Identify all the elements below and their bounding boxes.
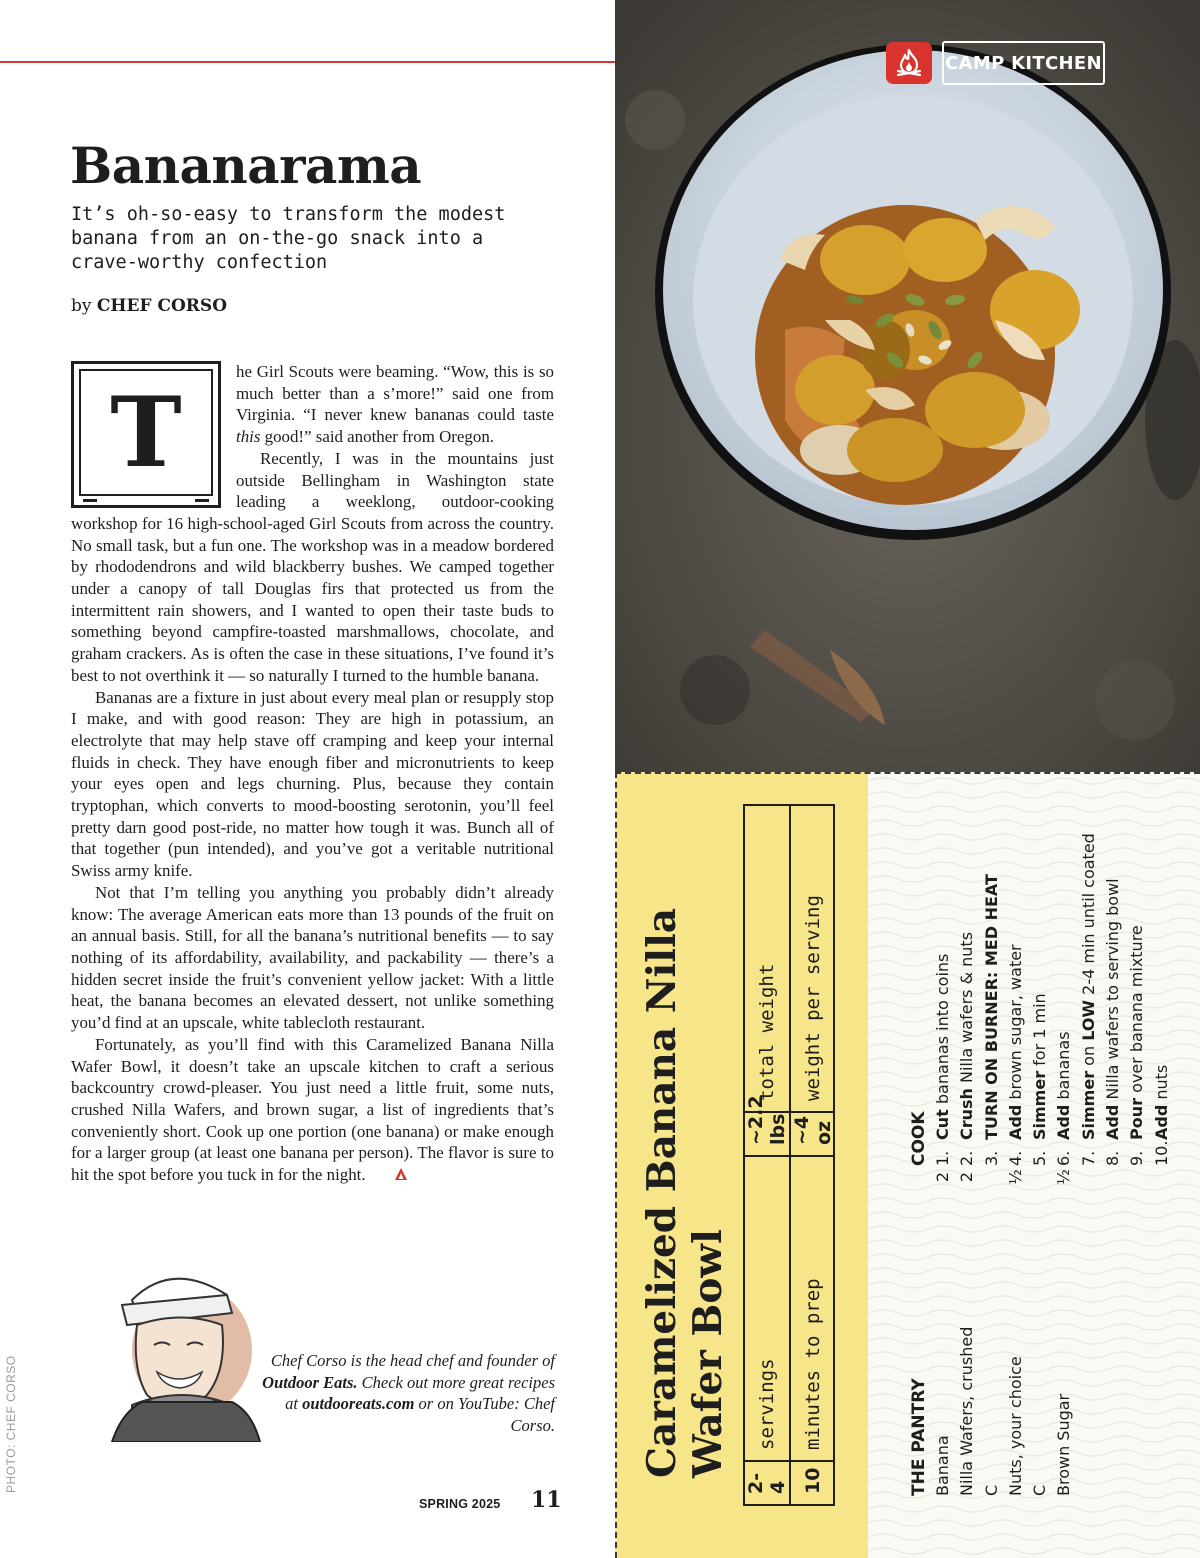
step-verb: Add xyxy=(1103,1104,1123,1140)
paragraph-3: Bananas are a fixture in just about every meal plan or resupply stop I make, and with good reason: They are high in potassium, an electrolyte that may help stave off cramping and keep your internal fluids in check. They have enough fiber and micronutrients to keep your eyes open and legs churning. Plus, because they contain tryptophan, which converts to mood-boosting serotonin, you’ll feel pretty darn good post-ride, no matter how tough it was. Bunch all of that together (pun intended), and you’ve got a veritable nutritional Swiss army knife. xyxy=(71,687,554,881)
bio-url[interactable]: outdooreats.com xyxy=(302,1394,415,1413)
step-number: 5. xyxy=(1030,1150,1050,1166)
step-number: 7. xyxy=(1078,1150,1098,1166)
pantry-item xyxy=(931,1166,955,1496)
bio-c: or on YouTube: Chef Corso. xyxy=(414,1394,555,1435)
step-text: bananas into coins xyxy=(933,953,952,1110)
step-verb: Add xyxy=(1005,1104,1025,1140)
pantry-item-name: C xyxy=(981,1484,1001,1496)
article-body xyxy=(71,361,554,1187)
step-number: 1. xyxy=(933,1150,952,1166)
pantry-item-name: Nilla Wafers, crushed xyxy=(957,1326,977,1496)
bio-brand: Outdoor Eats. xyxy=(262,1372,358,1392)
byline xyxy=(71,296,227,316)
pantry-item-name: Brown Sugar xyxy=(1054,1393,1074,1496)
stat-prep-label: minutes to prep xyxy=(791,1155,835,1460)
step-verb: Simmer xyxy=(1030,1070,1050,1140)
pantry-section xyxy=(907,1166,1077,1496)
step-verb: Crush xyxy=(957,1088,977,1140)
paragraph-1 xyxy=(71,361,554,489)
step-verb: Cut xyxy=(933,1109,952,1140)
step-number: 9. xyxy=(1127,1150,1147,1166)
cook-step xyxy=(1101,776,1125,1166)
byline-prefix: by xyxy=(71,296,92,316)
pantry-heading: THE PANTRY xyxy=(909,1378,929,1496)
author-portrait xyxy=(92,1260,262,1442)
cook-step xyxy=(1125,776,1149,1166)
recipe-card xyxy=(615,772,1200,1558)
pantry-item-name: Banana xyxy=(933,1435,952,1496)
page-number: 11 xyxy=(531,1487,562,1513)
end-mark-icon xyxy=(370,1165,408,1187)
recipe-stats xyxy=(743,804,835,1506)
step-number: 2. xyxy=(957,1150,977,1166)
stat-weight-label: total weight xyxy=(745,806,791,1111)
pantry-list xyxy=(931,1166,1077,1496)
cook-step xyxy=(1004,776,1028,1166)
drop-cap-base xyxy=(83,499,209,502)
step-text: Nilla wafers to serving bowl xyxy=(1103,878,1123,1105)
cook-step xyxy=(931,776,955,1166)
step-text: bananas xyxy=(1054,1031,1074,1105)
step-number: 4. xyxy=(1005,1150,1025,1166)
cook-step xyxy=(1077,776,1101,1166)
paragraph-1-a: he Girl Scouts were beaming. “Wow, this is so much better than a s’more!” said one from Virginia. “I never knew bananas could taste xyxy=(236,362,554,425)
stat-serving-weight-label: weight per serving xyxy=(802,895,824,1101)
pantry-item xyxy=(1052,1166,1076,1496)
pantry-item-qty: ½ xyxy=(1005,1169,1025,1185)
pantry-item-qty: 2 xyxy=(957,1171,977,1183)
paragraph-2: Recently, I was in the mountains just outside Bellingham in Washington state leading a weeklong, outdoor-cooking workshop for 16 high-school-aged Girl Scouts from across the country. No small task, but a fun one. The workshop was in a meadow bordered by rhododendrons and wild blackberry bushes. We camped together under a canopy of tall Douglas firs that protected us from the intermittent rain showers, and I wanted to open their taste buds to something beyond campfire-toasted marshmallows, chocolate, and graham crackers. As is often the case in these situations, I’ve found it’s best to not overthink it — so naturally I turned to the humble banana. xyxy=(71,448,554,685)
paragraph-1-em: this xyxy=(236,427,261,447)
bio-b: Check out more great recipes at xyxy=(285,1372,555,1413)
step-text: nuts xyxy=(1151,1064,1171,1105)
cook-step xyxy=(1150,776,1174,1166)
step-verb: Add xyxy=(1151,1104,1171,1140)
step-text: Nilla wafers & nuts xyxy=(957,931,977,1089)
paragraph-5-text: Fortunately, as you’ll find with this Caramelized Banana Nilla Wafer Bowl, it doesn’t take an upscale kitchen to craft a serious backcountry crowd-pleaser. You just need a little fruit, some nuts, crushed Nilla Wafers, and brown sugar, a list of ingredients that’s conveniently short. Cook up one portion (one banana) or make enough for a larger group (at least one banana per person). The flavor is sure to hit the spot before you tuck in for the night. xyxy=(71,1034,554,1185)
article-title: Bananarama xyxy=(70,136,422,195)
stat-prep-value: 10 xyxy=(791,1460,835,1504)
paragraph-1-b: good!” said another from Oregon. xyxy=(260,427,494,447)
stat-servings-value: 2-4 xyxy=(745,1460,791,1504)
recipe-title: Caramelized Banana Nilla Wafer Bowl xyxy=(639,907,731,1478)
step-number: 10. xyxy=(1151,1140,1171,1166)
cook-steps xyxy=(931,776,1174,1166)
step-verb: Add xyxy=(1054,1104,1074,1140)
cook-section xyxy=(907,776,1174,1166)
step-verb: Simmer xyxy=(1078,1070,1098,1140)
pantry-item xyxy=(980,1166,1004,1496)
pantry-item-qty: ½ xyxy=(1054,1169,1074,1185)
pantry-item xyxy=(1028,1166,1052,1496)
bio-a: Chef Corso is the head chef and founder of xyxy=(270,1351,555,1370)
cook-step xyxy=(1052,776,1076,1166)
paragraph-5 xyxy=(71,1034,554,1187)
cook-step xyxy=(1028,776,1052,1166)
stat-weight-value: ~2.2 lbs xyxy=(745,1111,791,1155)
drop-cap-letter: T xyxy=(79,369,213,496)
photo-credit: PHOTO: CHEF CORSO xyxy=(4,1355,18,1493)
pantry-item-name: Nuts, your choice xyxy=(1005,1356,1025,1496)
step-number: 3. xyxy=(981,1150,1001,1166)
stat-servings-label: servings xyxy=(745,1155,791,1460)
step-text: for 1 min xyxy=(1030,993,1050,1071)
drop-cap xyxy=(71,361,221,508)
step-verb-2: LOW xyxy=(1078,999,1098,1041)
paragraph-4: Not that I’m telling you anything you probably didn’t already know: The average American eats more than 13 pounds of the fruit on an annual basis. Still, for all the banana’s nutritional benefits — to say nothing of its affordability, availability, and packability — there’s a hidden secret inside the fruit’s convenient yellow jacket: With a little heat, the banana becomes an elevated dessert, not unlike something you’d find at an upscale, white tablecloth restaurant. xyxy=(71,882,554,1033)
step-verb: Pour xyxy=(1127,1098,1147,1140)
folio-issue: SPRING 2025 xyxy=(419,1497,501,1511)
byline-author: CHEF CORSO xyxy=(96,296,227,316)
step-number: 6. xyxy=(1054,1150,1074,1166)
article-deck: It’s oh-so-easy to transform the modest banana from an on-the-go snack into a crave-worthy confection xyxy=(71,204,506,273)
hero-photo xyxy=(615,0,1200,772)
step-text: brown sugar, water xyxy=(1005,944,1025,1105)
pantry-item-qty xyxy=(980,1166,1004,1188)
pantry-item-qty: 2 xyxy=(933,1171,952,1183)
pantry-item-qty xyxy=(1028,1166,1052,1188)
stat-serving-weight-value: ~4 oz xyxy=(791,1111,835,1155)
step-number: 8. xyxy=(1103,1150,1123,1166)
cook-step xyxy=(955,776,979,1166)
author-bio xyxy=(258,1350,555,1436)
cook-heading: COOK xyxy=(909,1111,929,1166)
pantry-item xyxy=(1004,1166,1028,1496)
step-text: over banana mixture xyxy=(1127,925,1147,1098)
campfire-icon xyxy=(886,42,932,84)
step-text-2: 2-4 min until coated xyxy=(1078,833,1098,1000)
cook-step xyxy=(980,776,1004,1166)
pantry-item xyxy=(955,1166,979,1496)
step-text: on xyxy=(1078,1040,1098,1071)
pantry-item-name: C xyxy=(1030,1484,1050,1496)
section-tag: CAMP KITCHEN xyxy=(942,41,1105,85)
step-verb: TURN ON BURNER: MED HEAT xyxy=(981,874,1001,1140)
